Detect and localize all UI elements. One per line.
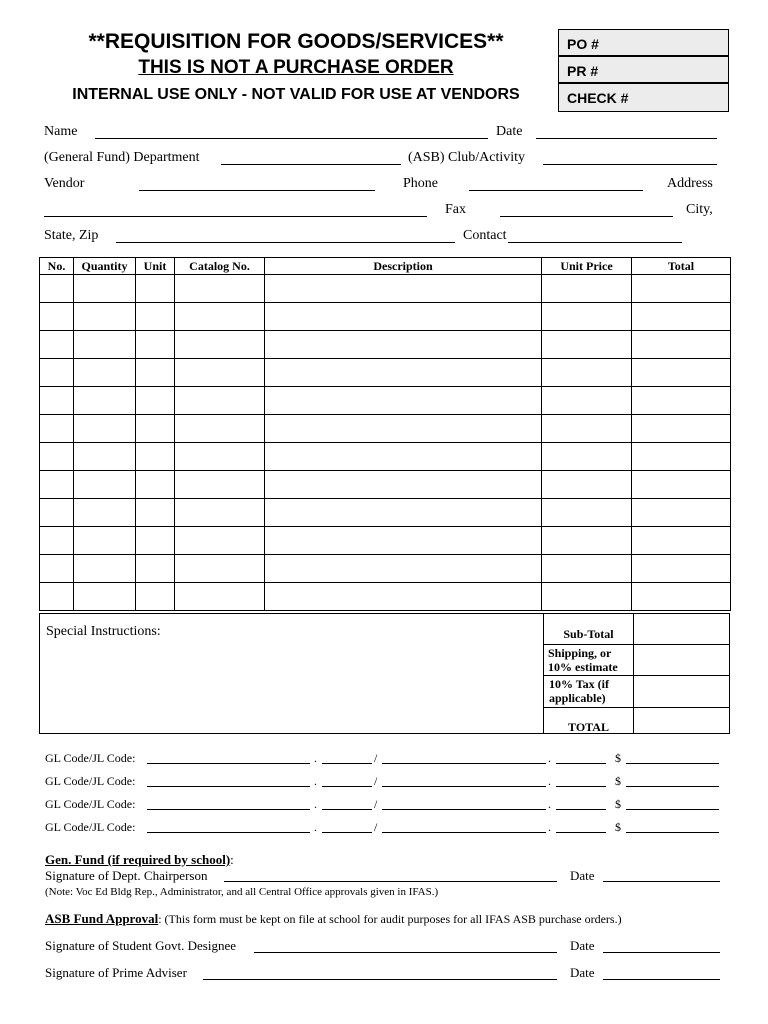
prime-adviser-date-label: Date bbox=[570, 965, 595, 980]
club-activity-field[interactable] bbox=[543, 164, 717, 165]
form-title: **REQUISITION FOR GOODS/SERVICES** bbox=[88, 30, 504, 53]
cell-description[interactable] bbox=[265, 303, 542, 331]
cell-unit[interactable] bbox=[136, 275, 175, 303]
shipping-value[interactable] bbox=[633, 644, 730, 675]
cell-description[interactable] bbox=[265, 527, 542, 555]
cell-description[interactable] bbox=[265, 499, 542, 527]
gl-code-label: GL Code/JL Code: bbox=[45, 751, 136, 765]
student-designee-date-label: Date bbox=[570, 938, 595, 953]
address-field[interactable] bbox=[44, 216, 427, 217]
cell-catalog-no[interactable] bbox=[175, 443, 265, 471]
gl-code-field-4[interactable] bbox=[556, 809, 606, 810]
cell-unit[interactable] bbox=[136, 331, 175, 359]
vendor-label: Vendor bbox=[44, 176, 85, 191]
column-header-total: Total bbox=[632, 258, 731, 275]
cell-quantity[interactable] bbox=[74, 583, 136, 611]
cell-quantity[interactable] bbox=[74, 471, 136, 499]
gl-code-dot: . bbox=[548, 774, 551, 788]
prime-adviser-signature-field[interactable] bbox=[203, 979, 557, 980]
date-field[interactable] bbox=[536, 138, 717, 139]
gl-code-dot: . bbox=[548, 797, 551, 811]
cell-quantity[interactable] bbox=[74, 527, 136, 555]
cell-catalog-no[interactable] bbox=[175, 471, 265, 499]
cell-catalog-no[interactable] bbox=[175, 499, 265, 527]
gl-code-field-4[interactable] bbox=[556, 763, 606, 764]
date-label: Date bbox=[496, 124, 523, 139]
cell-catalog-no[interactable] bbox=[175, 415, 265, 443]
table-row bbox=[40, 275, 731, 303]
cell-total[interactable] bbox=[632, 583, 731, 611]
gl-code-field-3[interactable] bbox=[382, 832, 546, 833]
gl-code-field-2[interactable] bbox=[322, 763, 372, 764]
cell-quantity[interactable] bbox=[74, 387, 136, 415]
column-header-no: No. bbox=[40, 258, 74, 275]
special-instructions-box[interactable] bbox=[39, 613, 730, 734]
name-label: Name bbox=[44, 124, 78, 139]
internal-use-notice: INTERNAL USE ONLY - NOT VALID FOR USE AT VENDORS bbox=[72, 86, 520, 103]
fax-label: Fax bbox=[445, 202, 466, 217]
cell-unit-price[interactable] bbox=[542, 499, 632, 527]
table-row bbox=[40, 527, 731, 555]
gl-code-label: GL Code/JL Code: bbox=[45, 797, 136, 811]
gl-amount-dollar-sign: $ bbox=[615, 774, 621, 788]
gl-amount-dollar-sign: $ bbox=[615, 820, 621, 834]
cell-no[interactable] bbox=[40, 387, 74, 415]
address-label: Address bbox=[667, 176, 713, 191]
cell-quantity[interactable] bbox=[74, 275, 136, 303]
tax-label-line-2: applicable) bbox=[549, 691, 606, 705]
student-designee-signature-field[interactable] bbox=[254, 952, 557, 953]
cell-description[interactable] bbox=[265, 583, 542, 611]
cell-catalog-no[interactable] bbox=[175, 331, 265, 359]
gl-code-field-2[interactable] bbox=[322, 832, 372, 833]
cell-description[interactable] bbox=[265, 443, 542, 471]
gl-code-dot: . bbox=[548, 751, 551, 765]
cell-unit-price[interactable] bbox=[542, 415, 632, 443]
po-number-box[interactable]: PO # bbox=[558, 29, 729, 56]
gl-code-field-3[interactable] bbox=[382, 763, 546, 764]
tax-label bbox=[543, 675, 633, 707]
club-activity-label: (ASB) Club/Activity bbox=[408, 150, 526, 165]
cell-no[interactable] bbox=[40, 303, 74, 331]
total-label: TOTAL bbox=[543, 707, 633, 734]
cell-quantity[interactable] bbox=[74, 359, 136, 387]
cell-description[interactable] bbox=[265, 415, 542, 443]
gl-code-field-4[interactable] bbox=[556, 786, 606, 787]
phone-label: Phone bbox=[403, 176, 438, 191]
cell-unit[interactable] bbox=[136, 387, 175, 415]
gl-code-field-3[interactable] bbox=[382, 809, 546, 810]
fax-field[interactable] bbox=[500, 216, 673, 217]
cell-catalog-no[interactable] bbox=[175, 359, 265, 387]
phone-field[interactable] bbox=[469, 190, 643, 191]
cell-unit-price[interactable] bbox=[542, 583, 632, 611]
cell-total[interactable] bbox=[632, 359, 731, 387]
cell-total[interactable] bbox=[632, 443, 731, 471]
gl-amount-dollar-sign: $ bbox=[615, 751, 621, 765]
gl-code-field-1[interactable] bbox=[147, 809, 310, 810]
gl-code-field-1[interactable] bbox=[147, 786, 310, 787]
dept-chair-date-label: Date bbox=[570, 868, 595, 883]
cell-quantity[interactable] bbox=[74, 331, 136, 359]
table-row bbox=[40, 331, 731, 359]
shipping-label-line-2: 10% estimate bbox=[548, 660, 618, 674]
asb-approval-heading bbox=[45, 911, 622, 927]
column-header-quantity: Quantity bbox=[74, 258, 136, 275]
cell-unit[interactable] bbox=[136, 471, 175, 499]
gl-code-dot: . bbox=[314, 751, 317, 765]
gl-code-label: GL Code/JL Code: bbox=[45, 820, 136, 834]
cell-unit-price[interactable] bbox=[542, 555, 632, 583]
gen-fund-heading bbox=[45, 852, 234, 868]
cell-catalog-no[interactable] bbox=[175, 387, 265, 415]
cell-total[interactable] bbox=[632, 527, 731, 555]
items-table bbox=[39, 257, 731, 611]
cell-unit[interactable] bbox=[136, 583, 175, 611]
cell-description[interactable] bbox=[265, 387, 542, 415]
tax-value[interactable] bbox=[633, 675, 730, 707]
dept-chair-signature-field[interactable] bbox=[224, 881, 557, 882]
form-subtitle bbox=[40, 57, 552, 79]
table-header-row bbox=[40, 258, 731, 275]
gl-code-slash: / bbox=[374, 774, 378, 788]
gl-code-slash: / bbox=[374, 797, 378, 811]
cell-description[interactable] bbox=[265, 471, 542, 499]
cell-unit[interactable] bbox=[136, 555, 175, 583]
table-row bbox=[40, 443, 731, 471]
gl-amount-field[interactable] bbox=[626, 763, 719, 764]
vendor-field[interactable] bbox=[139, 190, 375, 191]
cell-total[interactable] bbox=[632, 471, 731, 499]
cell-unit[interactable] bbox=[136, 359, 175, 387]
cell-total[interactable] bbox=[632, 555, 731, 583]
cell-no[interactable] bbox=[40, 527, 74, 555]
cell-description[interactable] bbox=[265, 275, 542, 303]
gl-code-field-1[interactable] bbox=[147, 832, 310, 833]
cell-unit[interactable] bbox=[136, 527, 175, 555]
asb-approval-note: : (This form must be kept on file at school for audit purposes for all IFAS ASB purchase orders.) bbox=[158, 912, 622, 926]
column-header-catalog-no: Catalog No. bbox=[175, 258, 265, 275]
cell-description[interactable] bbox=[265, 331, 542, 359]
cell-no[interactable] bbox=[40, 583, 74, 611]
gl-amount-dollar-sign: $ bbox=[615, 797, 621, 811]
gen-fund-heading-text: Gen. Fund (if required by school) bbox=[45, 852, 231, 867]
cell-unit-price[interactable] bbox=[542, 387, 632, 415]
table-row bbox=[40, 499, 731, 527]
cell-catalog-no[interactable] bbox=[175, 303, 265, 331]
cell-total[interactable] bbox=[632, 415, 731, 443]
gl-code-slash: / bbox=[374, 820, 378, 834]
gl-amount-field[interactable] bbox=[626, 786, 719, 787]
gl-code-field-1[interactable] bbox=[147, 763, 310, 764]
state-zip-field[interactable] bbox=[116, 242, 455, 243]
cell-unit-price[interactable] bbox=[542, 527, 632, 555]
cell-catalog-no[interactable] bbox=[175, 527, 265, 555]
cell-quantity[interactable] bbox=[74, 555, 136, 583]
cell-total[interactable] bbox=[632, 275, 731, 303]
pr-number-box[interactable]: PR # bbox=[558, 56, 729, 83]
cell-no[interactable] bbox=[40, 499, 74, 527]
cell-quantity[interactable] bbox=[74, 415, 136, 443]
special-instructions-label: Special Instructions: bbox=[46, 624, 161, 639]
cell-quantity[interactable] bbox=[74, 303, 136, 331]
cell-catalog-no[interactable] bbox=[175, 583, 265, 611]
department-label: (General Fund) Department bbox=[44, 150, 200, 165]
table-row bbox=[40, 387, 731, 415]
table-row bbox=[40, 555, 731, 583]
cell-unit[interactable] bbox=[136, 303, 175, 331]
dept-chair-date-field[interactable] bbox=[603, 881, 720, 882]
cell-unit-price[interactable] bbox=[542, 359, 632, 387]
city-label: City, bbox=[686, 202, 713, 217]
department-field[interactable] bbox=[221, 164, 401, 165]
ifas-approval-note: (Note: Voc Ed Bldg Rep., Administrator, and all Central Office approvals given in IFAS.) bbox=[45, 886, 439, 898]
cell-total[interactable] bbox=[632, 499, 731, 527]
cell-no[interactable] bbox=[40, 331, 74, 359]
cell-unit[interactable] bbox=[136, 415, 175, 443]
cell-quantity[interactable] bbox=[74, 443, 136, 471]
cell-no[interactable] bbox=[40, 555, 74, 583]
column-header-unit-price: Unit Price bbox=[542, 258, 632, 275]
gl-code-dot: . bbox=[314, 820, 317, 834]
cell-total[interactable] bbox=[632, 387, 731, 415]
cell-total[interactable] bbox=[632, 331, 731, 359]
student-designee-signature-label: Signature of Student Govt. Designee bbox=[45, 938, 236, 953]
cell-catalog-no[interactable] bbox=[175, 555, 265, 583]
tax-label-line-1: 10% Tax (if bbox=[549, 677, 610, 691]
gl-code-field-2[interactable] bbox=[322, 809, 372, 810]
shipping-label-line-1: Shipping, or bbox=[548, 646, 612, 660]
cell-unit-price[interactable] bbox=[542, 331, 632, 359]
not-purchase-order-text: THIS IS NOT A PURCHASE ORDER bbox=[138, 57, 454, 78]
prime-adviser-date-field[interactable] bbox=[603, 979, 720, 980]
cell-quantity[interactable] bbox=[74, 499, 136, 527]
table-row bbox=[40, 583, 731, 611]
gen-fund-colon: : bbox=[230, 852, 234, 867]
subtotal-value[interactable] bbox=[633, 614, 730, 644]
gl-amount-field[interactable] bbox=[626, 832, 719, 833]
asb-approval-heading-text: ASB Fund Approval bbox=[45, 911, 159, 926]
contact-field[interactable] bbox=[508, 242, 682, 243]
table-row bbox=[40, 471, 731, 499]
gl-amount-field[interactable] bbox=[626, 809, 719, 810]
gl-code-dot: . bbox=[548, 820, 551, 834]
gl-code-field-2[interactable] bbox=[322, 786, 372, 787]
cell-unit-price[interactable] bbox=[542, 443, 632, 471]
shipping-label bbox=[543, 644, 633, 675]
check-number-box[interactable]: CHECK # bbox=[558, 83, 729, 112]
cell-description[interactable] bbox=[265, 555, 542, 583]
gl-code-dot: . bbox=[314, 774, 317, 788]
cell-unit[interactable] bbox=[136, 499, 175, 527]
prime-adviser-signature-label: Signature of Prime Adviser bbox=[45, 965, 187, 980]
gl-code-dot: . bbox=[314, 797, 317, 811]
gl-code-field-4[interactable] bbox=[556, 832, 606, 833]
cell-unit-price[interactable] bbox=[542, 471, 632, 499]
column-header-unit: Unit bbox=[136, 258, 175, 275]
cell-unit[interactable] bbox=[136, 443, 175, 471]
name-field[interactable] bbox=[95, 138, 488, 139]
table-row bbox=[40, 303, 731, 331]
table-row bbox=[40, 415, 731, 443]
gl-code-slash: / bbox=[374, 751, 378, 765]
cell-unit-price[interactable] bbox=[542, 303, 632, 331]
cell-no[interactable] bbox=[40, 471, 74, 499]
gl-code-label: GL Code/JL Code: bbox=[45, 774, 136, 788]
cell-no[interactable] bbox=[40, 275, 74, 303]
student-designee-date-field[interactable] bbox=[603, 952, 720, 953]
subtotal-label: Sub-Total bbox=[543, 614, 633, 644]
state-zip-label: State, Zip bbox=[44, 228, 99, 243]
gl-code-field-3[interactable] bbox=[382, 786, 546, 787]
cell-total[interactable] bbox=[632, 303, 731, 331]
column-header-description: Description bbox=[265, 258, 542, 275]
cell-description[interactable] bbox=[265, 359, 542, 387]
contact-label: Contact bbox=[463, 228, 507, 243]
cell-no[interactable] bbox=[40, 443, 74, 471]
cell-no[interactable] bbox=[40, 415, 74, 443]
dept-chair-signature-label: Signature of Dept. Chairperson bbox=[45, 868, 208, 883]
cell-unit-price[interactable] bbox=[542, 275, 632, 303]
cell-no[interactable] bbox=[40, 359, 74, 387]
total-value[interactable] bbox=[633, 707, 730, 734]
table-row bbox=[40, 359, 731, 387]
cell-catalog-no[interactable] bbox=[175, 275, 265, 303]
